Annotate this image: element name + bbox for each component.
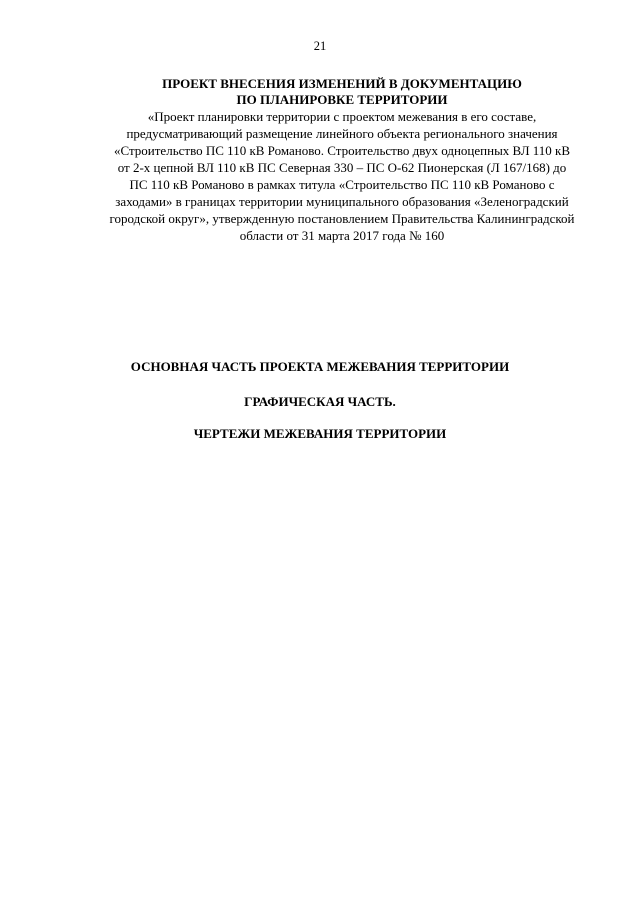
header-body-line: предусматривающий размещение линейного объекта регионального значения xyxy=(126,126,558,141)
page-number: 21 xyxy=(313,39,327,53)
header-body-line: ПС 110 кВ Романово в рамках титула «Строительство ПС 110 кВ Романово с xyxy=(129,177,555,192)
header-body-line: заходами» в границах территории муниципального образования «Зеленоградский xyxy=(115,194,569,209)
header-title-line: ПРОЕКТ ВНЕСЕНИЯ ИЗМЕНЕНИЙ В ДОКУМЕНТАЦИЮ xyxy=(162,76,522,91)
document-header xyxy=(85,76,599,244)
header-body-line: от 2-х цепной ВЛ 110 кВ ПС Северная 330 – ПС О-62 Пионерская (Л 167/168) до xyxy=(117,160,567,175)
header-body-line: городской округ», утвержденную постановлением Правительства Калининградской xyxy=(109,211,575,226)
drawings-section-heading: ЧЕРТЕЖИ МЕЖЕВАНИЯ ТЕРРИТОРИИ xyxy=(193,426,447,441)
header-body-line: «Строительство ПС 110 кВ Романово. Строительство двух одноцепных ВЛ 110 кВ xyxy=(113,143,571,158)
header-body-line: области от 31 марта 2017 года № 160 xyxy=(239,228,445,243)
main-section-heading: ОСНОВНАЯ ЧАСТЬ ПРОЕКТА МЕЖЕВАНИЯ ТЕРРИТОРИИ xyxy=(130,359,510,374)
graphic-section-heading: ГРАФИЧЕСКАЯ ЧАСТЬ. xyxy=(244,394,396,409)
header-body-line: «Проект планировки территории с проектом межевания в его составе, xyxy=(147,109,537,124)
header-title-line: ПО ПЛАНИРОВКЕ ТЕРРИТОРИИ xyxy=(236,92,448,107)
